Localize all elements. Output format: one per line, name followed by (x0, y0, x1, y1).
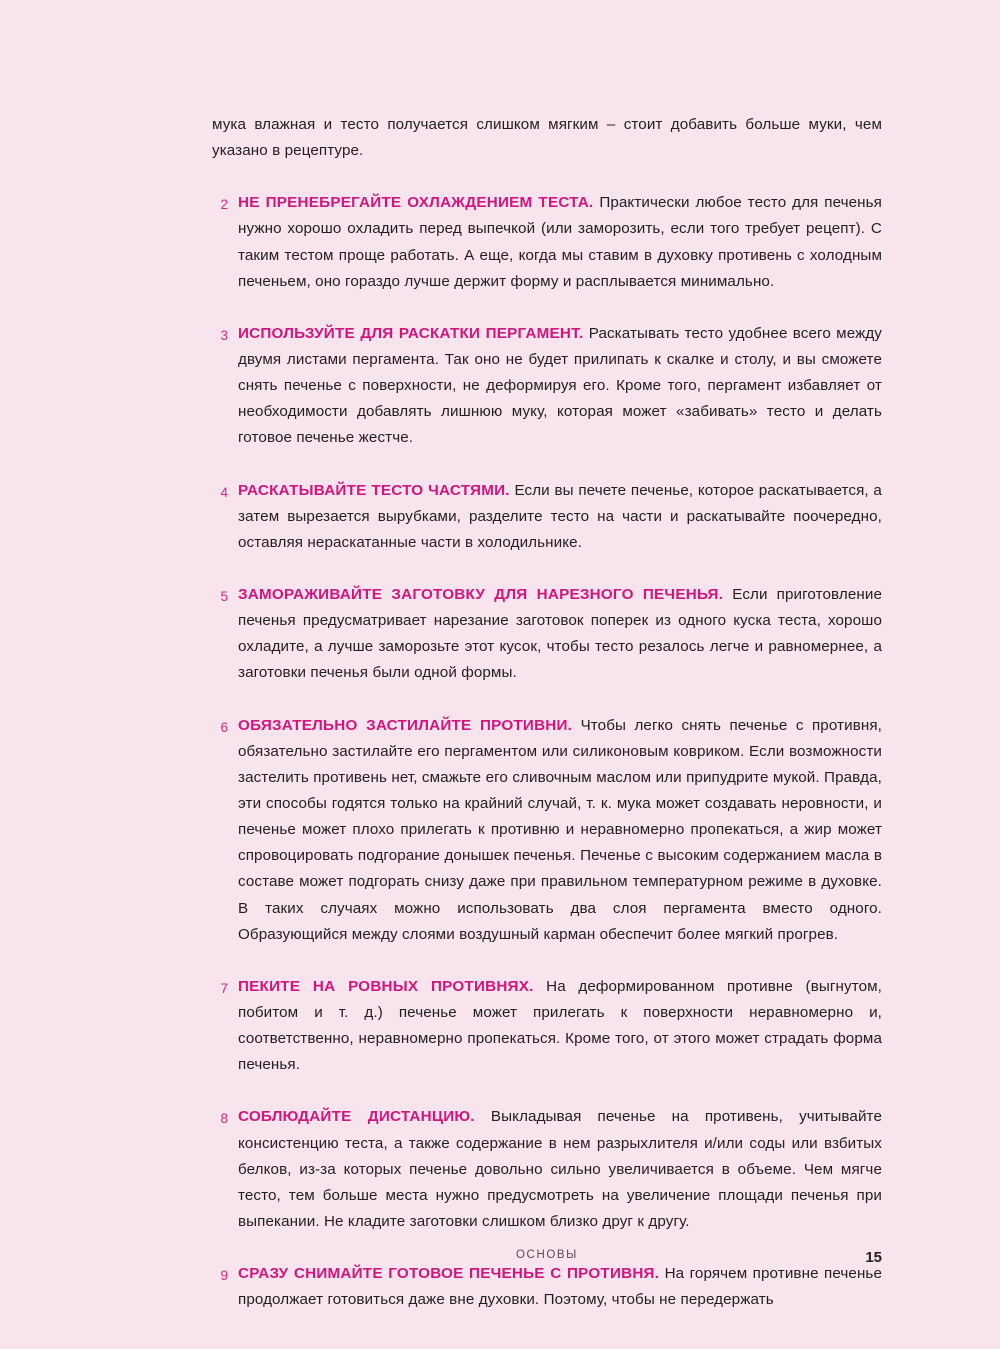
item-body: На деформированном противне (выгнутом, побитом и т. д.) печенье может прилегать к поверхности неравномерно и, соответственно, неравномерно пропекаться. Кроме того, от этого может страдать форма печенья. (238, 977, 883, 1074)
item-paragraph (238, 974, 882, 1079)
item-paragraph (238, 321, 882, 452)
item-paragraph (238, 582, 882, 687)
item-body: Практически любое тесто для печенья нужно хорошо охладить перед выпечкой (или заморозить, если того требует рецепт). С таким тестом проще работать. А еще, когда мы ставим в духовку противень с холодным печеньем, оно гораздо лучше держит форму и расплывается минимально. (238, 194, 883, 290)
item-number: 2 (220, 197, 228, 213)
item-number: 3 (220, 327, 228, 343)
item-body: Раскатывать тесто удобнее всего между двумя листами пергамента. Так оно не будет прилипать к скалке и столу, и вы сможете снять печенье с поверхности, не деформируя его. Кроме того, пергамент избавляет от необходимости добавлять лишнюю муку, которая может «забивать» тесто и делать готовое печенье жестче. (238, 324, 882, 447)
item-paragraph (238, 478, 882, 556)
item-number: 8 (220, 1111, 228, 1127)
item-paragraph (238, 713, 882, 948)
item-number: 4 (220, 484, 228, 500)
item-number: 7 (220, 980, 228, 996)
item-body: Выкладывая печенье на противень, учитывайте консистенцию теста, а также содержание в нем разрыхлителя и/или соды или взбитых белков, из-за которых печенье довольно сильно увеличивается в объеме. Чем мягче тесто, тем больше места нужно предусмотреть на увеличение площади печенья при выпекании. Не кладите заготовки слишком близко друг к другу. (238, 1108, 882, 1230)
list-item (212, 190, 882, 295)
footer-section-label: ОСНОВЫ (516, 1249, 578, 1261)
item-heading: НЕ ПРЕНЕБРЕГАЙТЕ ОХЛАЖДЕНИЕМ ТЕСТА. (238, 194, 594, 212)
item-number: 9 (220, 1268, 228, 1284)
item-heading: ИСПОЛЬЗУЙТЕ ДЛЯ РАСКАТКИ ПЕРГАМЕНТ. (238, 324, 584, 342)
list-item (212, 582, 882, 687)
page-number: 15 (865, 1249, 882, 1266)
item-paragraph (238, 1104, 882, 1235)
item-number: 5 (220, 588, 228, 604)
list-item (212, 321, 882, 452)
list-item (212, 1261, 882, 1313)
item-body: Если приготовление печенья предусматривает нарезание заготовок поперек из одного куска теста, хорошо охладите, а лучше заморозьте этот кусок, чтобы тесто резалось легче и равномернее, а заготовки печенья были одной формы. (238, 585, 882, 682)
item-paragraph (238, 190, 882, 295)
list-item (212, 478, 882, 556)
item-heading: ОБЯЗАТЕЛЬНО ЗАСТИЛАЙТЕ ПРОТИВНИ. (238, 716, 573, 734)
item-heading: ПЕКИТЕ НА РОВНЫХ ПРОТИВНЯХ. (238, 977, 534, 995)
item-body: Чтобы легко снять печенье с противня, обязательно застилайте его пергаментом или силиконовым ковриком. Если возможности застелить противень нет, смажьте его сливочным маслом или припудрите мукой. Правда, эти способы годятся только на крайний случай, т. к. мука может создавать неровности, и печенье может плохо прилегать к противню и неравномерно пропекаться, а жир может спровоцировать подгорание донышек печенья. Печенье с высоким содержанием масла в составе может подгорать снизу даже при правильном температурном режиме в духовке. В таких случаях можно использовать два слоя пергамента вместо одного. Образующийся между слоями воздушный карман обеспечит более мягкий прогрев. (238, 716, 882, 943)
item-heading: РАСКАТЫВАЙТЕ ТЕСТО ЧАСТЯМИ. (238, 481, 510, 499)
item-body: Если вы печете печенье, которое раскатывается, а затем вырезается вырубками, разделите тесто на части и раскатывайте поочередно, оставляя нераскатанные части в холодильнике. (238, 481, 882, 551)
list-item (212, 1104, 882, 1235)
item-body: На горячем противне печенье продолжает готовиться даже вне духовки. Поэтому, чтобы не передержать (238, 1265, 882, 1309)
item-heading: СРАЗУ СНИМАЙТЕ ГОТОВОЕ ПЕЧЕНЬЕ С ПРОТИВНЯ. (238, 1265, 660, 1283)
item-paragraph (238, 1261, 882, 1313)
lead-paragraph: мука влажная и тесто получается слишком мягким – стоит добавить больше муки, чем указано в рецептуре. (212, 116, 882, 160)
list-item (212, 974, 882, 1079)
list-item (212, 713, 882, 948)
page-content (212, 112, 882, 1339)
page-footer (212, 1249, 882, 1266)
item-number: 6 (220, 719, 228, 735)
item-heading: СОБЛЮДАЙТЕ ДИСТАНЦИЮ. (238, 1108, 475, 1126)
item-heading: ЗАМОРАЖИВАЙТЕ ЗАГОТОВКУ ДЛЯ НАРЕЗНОГО ПЕЧЕНЬЯ. (238, 585, 724, 603)
